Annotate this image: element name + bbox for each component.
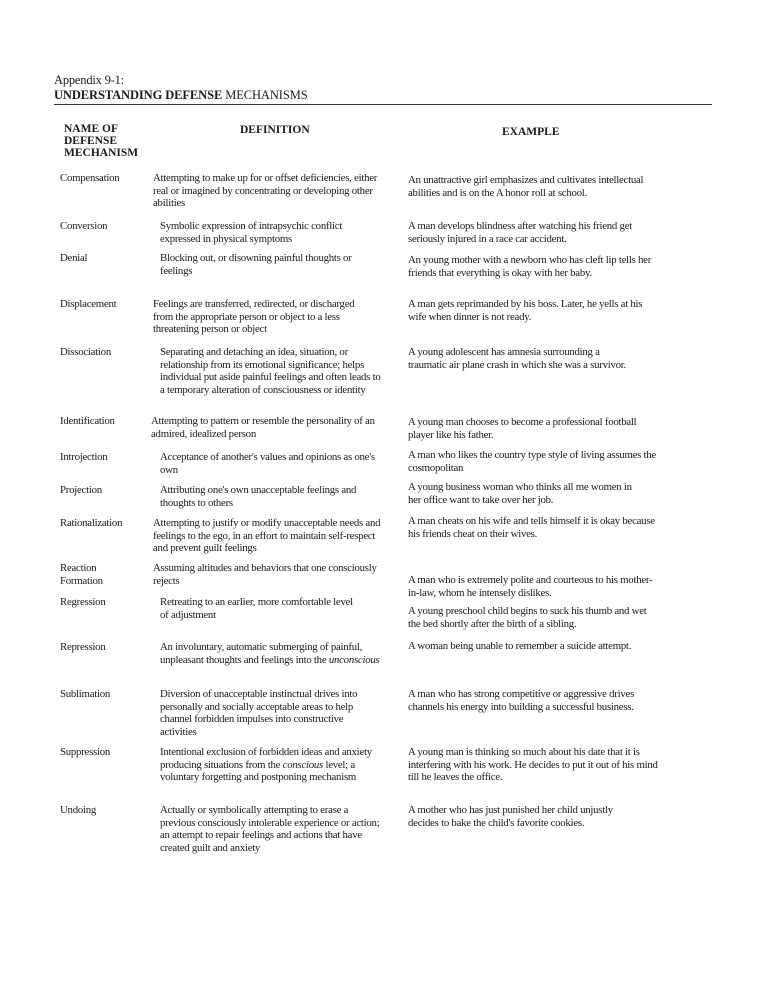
row-name-suppression: Suppression	[60, 746, 111, 758]
row-example-sublimation: A man who has strong competitive or aggressive drives channels his energy into building a successful business.	[408, 688, 635, 713]
row-definition-compensation: Attempting to make up for or offset deficiencies, either real or imagined by concentrating or developing other abilities	[153, 172, 378, 209]
row-definition-dissociation: Separating and detaching an idea, situation, or relationship from its emotional significance; helps individual put aside painful feelings and often leads to a temporary alteration of consciousness or identity	[160, 346, 381, 396]
row-name-rationalization: Rationalization	[60, 517, 123, 529]
row-definition-regression: Retreating to an earlier, more comfortable level of adjustment	[160, 596, 353, 621]
row-name-conversion: Conversion	[60, 220, 108, 232]
row-example-undoing: A mother who has just punished her child unjustly decides to bake the child's favorite cookies.	[408, 804, 613, 829]
row-example-rationalization: A man cheats on his wife and tells himself it is okay because his friends cheat on their wives.	[408, 515, 655, 540]
column-header-definition: DEFINITION	[240, 124, 310, 136]
row-example-regression: A young preschool child begins to suck his thumb and wet the bed shortly after the birth of a sibling.	[408, 605, 647, 630]
row-name-reaction-formation: Reaction Formation	[60, 562, 103, 587]
row-name-projection: Projection	[60, 484, 102, 496]
repression-definition-text: An involuntary, automatic submerging of painful, unpleasant thoughts and feelings into the	[160, 641, 363, 666]
row-definition-sublimation: Diversion of unacceptable instinctual drives into personally and socially acceptable areas to help channel forbidden impulses into constructive activities	[160, 688, 358, 738]
column-header-name: NAME OF DEFENSE MECHANISM	[64, 123, 139, 159]
row-name-dissociation: Dissociation	[60, 346, 111, 358]
row-example-denial: An young mother with a newborn who has cleft lip tells her friends that everything is okay with her baby.	[408, 254, 652, 279]
title-divider	[54, 104, 712, 105]
repression-definition-emphasis: unconscious	[328, 653, 380, 666]
suppression-definition-tail: level; a voluntary forgetting and postponing mechanism	[160, 758, 357, 783]
row-definition-introjection: Acceptance of another's values and opinions as one's own	[160, 451, 375, 476]
row-name-sublimation: Sublimation	[60, 688, 111, 700]
row-definition-conversion: Symbolic expression of intrapsychic conflict expressed in physical symptoms	[160, 220, 343, 245]
suppression-definition-text: Intentional exclusion of forbidden ideas and anxiety producing situations from the	[160, 746, 372, 771]
row-example-projection: A young business woman who thinks all me women in her office want to take over her job.	[408, 481, 632, 506]
page-title	[54, 88, 308, 103]
appendix-label: Appendix 9-1:	[54, 73, 124, 87]
row-definition-reaction-formation: Assuming altitudes and behaviors that one consciously rejects	[153, 562, 377, 587]
row-example-dissociation: A young adolescent has amnesia surrounding a traumatic air plane crash in which she was a survivor.	[408, 346, 626, 371]
row-example-compensation: An unattractive girl emphasizes and cultivates intellectual abilities and is on the A honor roll at school.	[408, 174, 644, 199]
row-definition-denial: Blocking out, or disowning painful thoughts or feelings	[160, 252, 352, 277]
row-example-repression: A woman being unable to remember a suicide attempt.	[408, 640, 632, 652]
row-example-suppression: A young man is thinking so much about his date that it is interfering with his work. He decides to put it out of his mind till he leaves the office.	[408, 746, 658, 783]
row-definition-repression	[160, 641, 382, 666]
row-name-denial: Denial	[60, 252, 88, 264]
title-rest: MECHANISMS	[222, 88, 308, 102]
row-definition-displacement: Feelings are transferred, redirected, or discharged from the appropriate person or object to a less threatening person or object	[153, 298, 355, 335]
row-definition-suppression	[160, 746, 382, 784]
row-name-compensation: Compensation	[60, 172, 120, 184]
row-name-undoing: Undoing	[60, 804, 97, 816]
row-definition-projection: Attributing one's own unacceptable feelings and thoughts to others	[160, 484, 357, 509]
row-definition-identification: Attempting to pattern or resemble the personality of an admired, idealized person	[151, 415, 375, 440]
row-name-displacement: Displacement	[60, 298, 117, 310]
row-name-identification: Identification	[60, 415, 115, 427]
column-header-example: EXAMPLE	[502, 126, 560, 138]
row-definition-undoing: Actually or symbolically attempting to erase a previous consciously intolerable experience or action; an attempt to repair feelings and actions that have created guilt and anxiety	[160, 804, 380, 854]
row-example-identification: A young man chooses to become a professional football player like his father.	[408, 416, 637, 441]
title-bold: UNDERSTANDING DEFENSE	[54, 88, 223, 102]
row-name-regression: Regression	[60, 596, 106, 608]
row-name-repression: Repression	[60, 641, 106, 653]
row-example-introjection: A man who likes the country type style of living assumes the cosmopolitan	[408, 449, 656, 474]
row-example-conversion: A man develops blindness after watching his friend get seriously injured in a race car accident.	[408, 220, 632, 245]
suppression-definition-emphasis: conscious	[282, 758, 323, 771]
row-definition-rationalization: Attempting to justify or modify unacceptable needs and feelings to the ego, in an effort to maintain self-respect and prevent guilt feelings	[153, 517, 381, 554]
row-example-displacement: A man gets reprimanded by his boss. Later, he yells at his wife when dinner is not ready.	[408, 298, 643, 323]
row-example-reaction-formation: A man who is extremely polite and courteous to his mother-in-law, whom he intensely dislikes.	[408, 574, 653, 599]
row-name-introjection: Introjection	[60, 451, 108, 463]
